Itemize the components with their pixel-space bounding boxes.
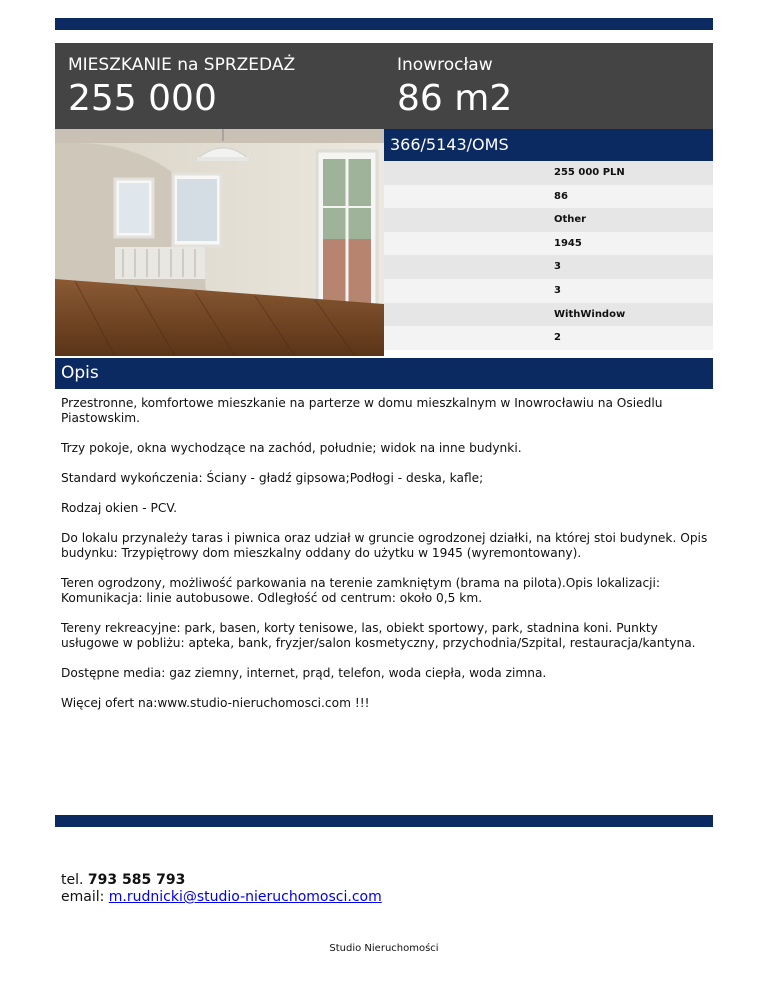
description-paragraph: Przestronne, komfortowe mieszkanie na parterze w domu mieszkalnym w Inowrocławiu na Osiedlu Piastowskim.	[61, 396, 663, 425]
bottom-divider-bar	[55, 815, 713, 827]
description-heading: Opis	[55, 358, 713, 389]
listing-city: Inowrocław	[397, 55, 493, 75]
description-body	[61, 396, 711, 726]
header-right	[397, 55, 512, 121]
email-line	[61, 889, 382, 906]
property-value-8: 2	[384, 326, 713, 350]
property-value-6: 3	[384, 279, 713, 303]
description-paragraph: Tereny rekreacyjne: park, basen, korty tenisowe, las, obiekt sportowy, park, stadnina koni. Punkty usługowe w pobliżu: apteka, bank, fryzjer/salon kosmetyczny, przychodnia/Szpital, restauracja/kantyna.	[61, 621, 696, 650]
listing-price: 255 000	[68, 78, 217, 119]
property-list	[384, 161, 713, 350]
description-paragraph: Dostępne media: gaz ziemny, internet, prąd, telefon, woda ciepła, woda zimna.	[61, 666, 547, 680]
email-label: email:	[61, 889, 105, 905]
listing-area: 86 m2	[397, 78, 513, 119]
property-type: Other	[384, 208, 713, 232]
property-price: 255 000 PLN	[384, 161, 713, 185]
footer-text: Studio Nieruchomości	[329, 943, 439, 954]
listing-type: MIESZKANIE na SPRZEDAŻ	[68, 55, 296, 75]
phone-number: 793 585 793	[87, 872, 186, 888]
email-link[interactable]: m.rudnicki@studio-nieruchomosci.com	[108, 889, 382, 905]
description-paragraph: Standard wykończenia: Ściany - gładź gipsowa;Podłogi - deska, kafle;	[61, 471, 484, 485]
description-paragraph: Teren ogrodzony, możliwość parkowania na terenie zamkniętym (brama na pilota).Opis lokalizacji: Komunikacja: linie autobusowe. Odległość od centrum: około 0,5 km.	[61, 576, 661, 605]
description-paragraph: Do lokalu przynależy taras i piwnica oraz udział w gruncie ogrodzonej działki, na której stoi budynek. Opis budynku: Trzypiętrowy dom mieszkalny oddany do użytku w 1945 (wyremontowany).	[61, 531, 708, 560]
property-year: 1945	[384, 232, 713, 256]
description-paragraph: Więcej ofert na:www.studio-nieruchomosci.com !!!	[61, 696, 370, 710]
property-value-5: 3	[384, 255, 713, 279]
property-kitchen: WithWindow	[384, 303, 713, 327]
contact-block	[61, 872, 382, 906]
listing-header	[55, 43, 713, 129]
description-paragraph: Rodzaj okien - PCV.	[61, 501, 178, 515]
property-area: 86	[384, 185, 713, 209]
phone-line	[61, 872, 382, 889]
offer-reference: 366/5143/OMS	[384, 129, 713, 161]
top-divider-bar	[55, 18, 713, 30]
apartment-photo	[55, 129, 384, 356]
header-left	[68, 55, 295, 121]
phone-label: tel.	[61, 872, 84, 888]
description-paragraph: Trzy pokoje, okna wychodzące na zachód, południe; widok na inne budynki.	[61, 441, 522, 455]
